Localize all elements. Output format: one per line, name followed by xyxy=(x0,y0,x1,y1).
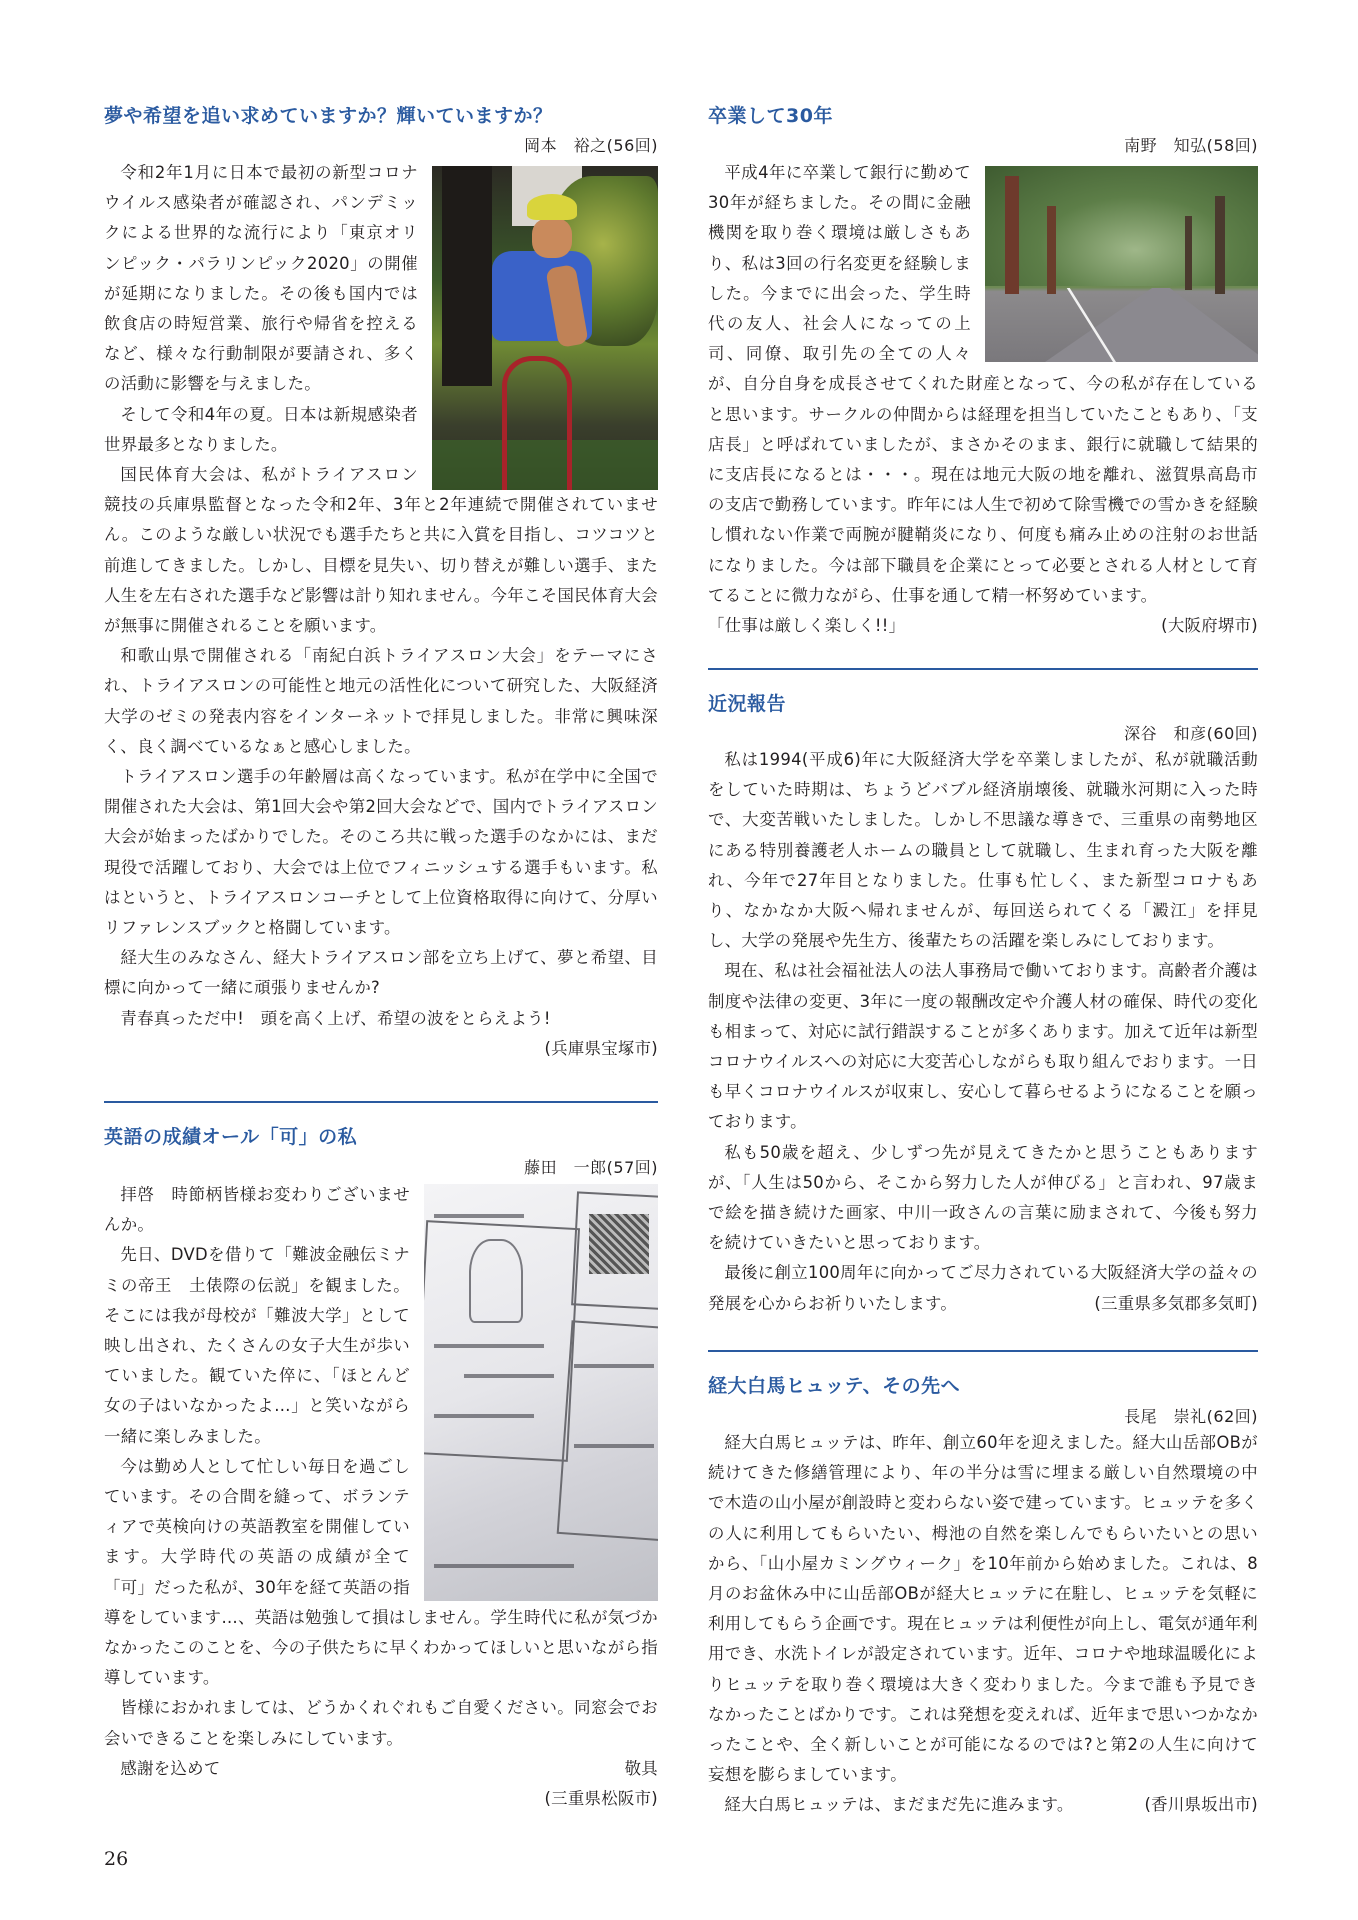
cyclist-photo xyxy=(432,166,658,490)
tree-lined-road-photo-icon xyxy=(985,166,1258,362)
paragraph: 拝啓 時節柄皆様お変わりございませんか。 xyxy=(104,1185,410,1235)
paragraph: 国民体育大会は、私がトライアスロン競技の兵庫県監督となった令和2年、3年と2年連続で開催されていません。このような厳しい状況でも選手たちと共に入賞を目指し、コツコツと前進してきました。しかし、目標を見失い、切り替えが難しい選手、また人生を左右された選手など影響は計り知れません。今年こそ国民体育大会が無事に開催されることを願います。 xyxy=(104,465,658,636)
worksheet-photo xyxy=(424,1184,658,1601)
article-author: 南野 知弘(58回) xyxy=(1124,136,1258,155)
closing-phrase: 最後に創立100周年に向かってご尽力されている大阪経済大学の益々の発展を心からお祈りいたします。 xyxy=(708,1263,1258,1313)
section-divider xyxy=(104,1101,658,1103)
closing-salutation: 敬具 xyxy=(624,1758,658,1778)
article-title: 経大白馬ヒュッテ、その先へ xyxy=(708,1375,961,1397)
paragraph: トライアスロン選手の年齢層は高くなっています。私が在学中に全国で開催された大会は、第1回大会や第2回大会などで、国内でトライアスロン大会が始まったばかりでした。そのころ共に戦った選手のなかには、まだ現役で活躍しており、大会では上位でフィニッシュする選手もいます。私はというと、トライアスロンコーチとして上位資格取得に向けて、分厚いリファレンスブックと格闘しています。 xyxy=(104,767,658,938)
closing-phrase: 「仕事は厳しく楽しく!!」 xyxy=(708,616,906,636)
tree-lined-road-photo xyxy=(985,166,1258,362)
article-body xyxy=(104,1180,658,1814)
article-title: 夢や希望を追い求めていますか？輝いていますか？ xyxy=(104,105,553,127)
article-author: 岡本 裕之(56回) xyxy=(524,136,658,155)
closing-phrase: 感謝を込めて xyxy=(120,1758,221,1778)
paragraph: 青春真っただ中! 頭を高く上げ、希望の波をとらえよう! xyxy=(120,1008,551,1028)
closing-row xyxy=(104,1754,658,1784)
paragraph: 先日、DVDを借りて「難波金融伝ミナミの帝王 土俵際の伝説」を観ました。そこには我が母校が「難波大学」として映し出され、たくさんの女子大生が歩いていました。観ていた倅に、「ほとんど女の子はいなかったよ…」と笑いながら一緒に楽しみました。 xyxy=(104,1245,410,1446)
closing-row xyxy=(708,611,1258,641)
page-number: 26 xyxy=(104,1848,129,1870)
article-author: 長尾 崇礼(62回) xyxy=(1124,1407,1258,1426)
cyclist-photo-icon xyxy=(432,166,658,490)
paragraph: 令和2年1月に日本で最初の新型コロナウイルス感染者が確認され、パンデミックによる世界的な流行により「東京オリンピック・パラリンピック2020」の開催が延期になりました。その後も国内では飲食店の時短営業、旅行や帰省を控えるなど、様々な行動制限が要請され、多くの活動に影響を与えました。 xyxy=(104,163,418,394)
paragraph: 平成4年に卒業して銀行に勤めて30年が経ちました。その間に金融機関を取り巻く環境は厳しさもあり、私は3回の行名変更を経験しました。今までに出会った、学生時代の友人、社会人になっての上司、同僚、取引先の全ての人々が、自分自身を成長させてくれた財産となって、今の私が存在していると思います。サークルの仲間からは経理を担当していたこともあり、「支店長」と呼ばれていましたが、まさかそのまま、銀行に就職して結果的に支店長になるとは・・・。現在は地元大阪の地を離れ、滋賀県高島市の支店で勤務しています。昨年には人生で初めて除雪機での雪かきを経験し慣れない作業で両腕が腱鞘炎になり、何度も痛み止めの注射のお世話になりました。今は部下職員を企業にとって必要とされる人材として育てることに微力ながら、仕事を通して精一杯努めています。 xyxy=(708,163,1258,605)
article-author: 深谷 和彦(60回) xyxy=(1124,724,1258,743)
paragraph: 私は1994(平成6)年に大阪経済大学を卒業しましたが、私が就職活動をしていた時期は、ちょうどバブル経済崩壊後、就職氷河期に入った時で、大変苦戦いたしました。しかし不思議な導きで、三重県の南勢地区にある特別養護老人ホームの職員として就職し、生まれ育った大阪を離れ、今年で27年目となりました。仕事も忙しく、また新型コロナもあり、なかなか大阪へ帰れませんが、毎回送られてくる「澱江」を拝見し、大学の発展や先生方、後輩たちの活躍を楽しみにしております。 xyxy=(708,750,1258,951)
paragraph: 和歌山県で開催される「南紀白浜トライアスロン大会」をテーマにされ、トライアスロンの可能性と地元の活性化について研究した、大阪経済大学のゼミの発表内容をインターネットで拝見しました。非常に興味深く、良く調べているなぁと感心しました。 xyxy=(104,646,658,756)
paragraph: 皆様におかれましては、どうかくれぐれもご自愛ください。同窓会でお会いできることを楽しみにしています。 xyxy=(104,1698,658,1748)
paragraph: 経大白馬ヒュッテは、昨年、創立60年を迎えました。経大山岳部OBが続けてきた修繕管理により、年の半分は雪に埋まる厳しい自然環境の中で木造の山小屋が創設時と変わらない姿で建っています。ヒュッテを多くの人に利用してもらいたい、栂池の自然を楽しんでもらいたいとの思いから、「山小屋カミングウィーク」を10年前から始めました。これは、8月のお盆休み中に山岳部OBが経大ヒュッテに在駐し、ヒュッテを気軽に利用してもらう企画です。現在ヒュッテは利便性が向上し、電気が通年利用でき、水洗トイレが設定されています。近年、コロナや地球温暖化によりヒュッテを取り巻く環境は大きく変わりました。今まで誰も予見できなかったことばかりです。これは発想を変えれば、近年まで思いつかなかったことや、全く新しいことが可能になるのでは?と第2の人生に向けて妄想を膨らましています。 xyxy=(708,1433,1258,1785)
article-author: 藤田 一郎(57回) xyxy=(524,1158,658,1177)
author-location: (三重県松阪市) xyxy=(544,1789,658,1809)
author-location: (大阪府堺市) xyxy=(1161,616,1258,636)
paragraph xyxy=(708,1258,1258,1318)
article-body xyxy=(104,158,658,1064)
paragraph: 今は勤め人として忙しい毎日を過ごしています。その合間を縫って、ボランティアで英検向けの英語教室を開催しています。大学時代の英語の成績が全て「可」だった私が、30年を経て英語の指導をしています…、英語は勉強して損はしません。学生時代に私が気づかなかったこのことを、今の子供たちに早くわかってほしいと思いながら指導しています。 xyxy=(104,1456,658,1688)
author-location: (香川県坂出市) xyxy=(1144,1795,1258,1815)
closing-row xyxy=(708,1790,1258,1820)
article-title: 近況報告 xyxy=(708,693,787,715)
paragraph: そして令和4年の夏。日本は新規感染者世界最多となりました。 xyxy=(104,404,418,454)
author-location: (三重県多気郡多気町) xyxy=(1094,1293,1258,1313)
article-body xyxy=(708,745,1258,1319)
paragraph: 私も50歳を超え、少しずつ先が見えてきたかと思うこともありますが、「人生は50から、そこから努力した人が伸びる」と言われ、97歳まで絵を描き続けた画家、中川一政さんの言葉に励まされて、今後も努力を続けていきたいと思っております。 xyxy=(708,1142,1258,1253)
worksheet-photo-icon xyxy=(424,1184,658,1601)
section-divider xyxy=(708,668,1258,670)
closing-phrase: 経大白馬ヒュッテは、まだまだ先に進みます。 xyxy=(724,1795,1074,1815)
article-body xyxy=(708,158,1258,641)
section-divider xyxy=(708,1350,1258,1352)
paragraph: 現在、私は社会福祉法人の法人事務局で働いております。高齢者介護は制度や法律の変更、3年に一度の報酬改定や介護人材の確保、時代の変化も相まって、対応に試行錯誤することが多くあります。加えて近年は新型コロナウイルスへの対応に大変苦心しながらも取り組んでおります。一日も早くコロナウイルスが収束し、安心して暮らせるようになることを願っております。 xyxy=(708,961,1258,1132)
article-title: 卒業して30年 xyxy=(708,105,833,127)
author-location: (兵庫県宝塚市) xyxy=(544,1038,658,1058)
paragraph: 経大生のみなさん、経大トライアスロン部を立ち上げて、夢と希望、目標に向かって一緒に頑張りませんか? xyxy=(104,948,658,998)
article-body xyxy=(708,1428,1258,1821)
article-title: 英語の成績オール「可」の私 xyxy=(104,1126,358,1148)
